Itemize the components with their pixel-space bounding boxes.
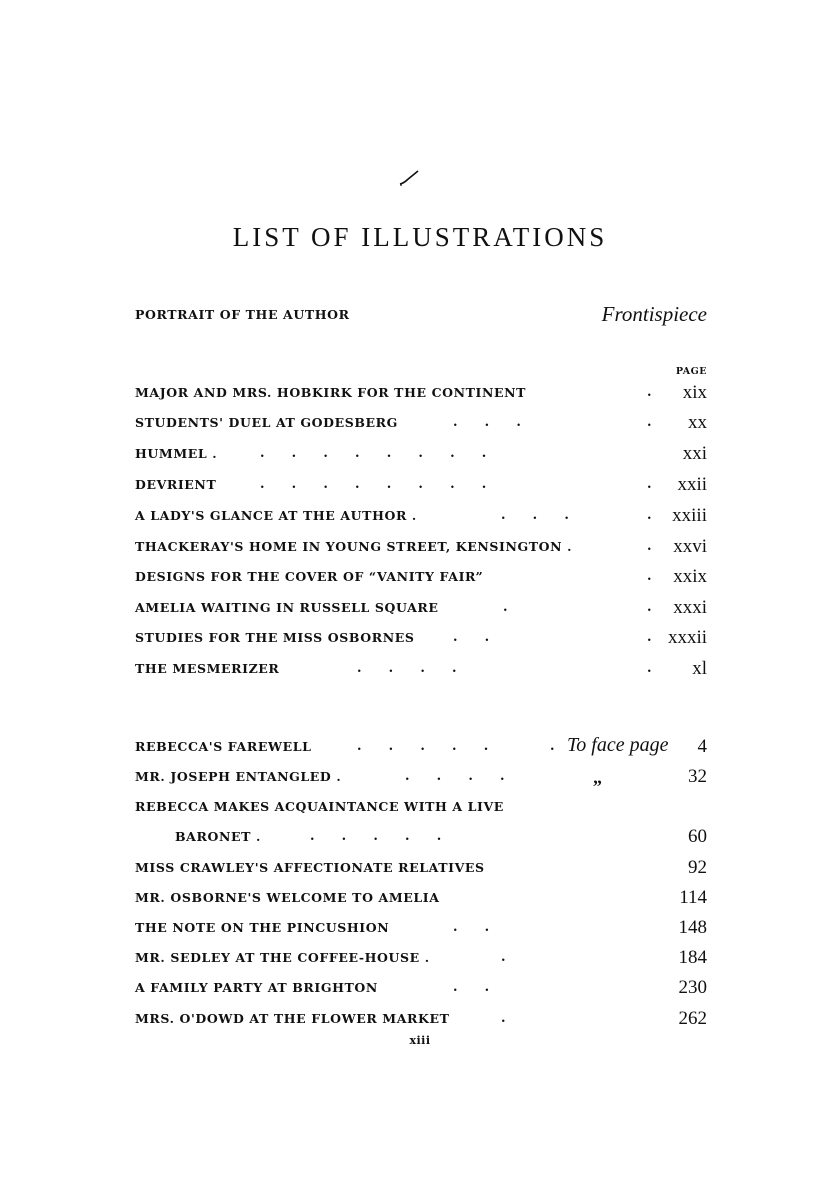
frontispiece-entry (135, 302, 707, 329)
page-column-heading: PAGE (675, 366, 707, 377)
entry-title: DESIGNS FOR THE COVER OF “VANITY FAIR” (135, 569, 484, 584)
leader-dot: . (647, 569, 652, 584)
leader-dot: . (550, 739, 555, 754)
page-folio: xiii (409, 1034, 431, 1047)
frontispiece-note: Frontispiece (601, 302, 707, 326)
leader-dots: . . . . . (310, 829, 442, 844)
entry-page: 92 (688, 857, 707, 878)
leader-dot: . (647, 415, 652, 430)
leader-dot: . (647, 477, 652, 492)
page-title: LIST OF ILLUSTRATIONS (232, 222, 608, 252)
entry-page: xxiii (672, 505, 707, 526)
list-item-continuation (135, 826, 707, 851)
entry-page: xxxii (667, 627, 707, 648)
list-item (135, 857, 707, 882)
entry-title: MR. JOSEPH ENTANGLED . (135, 769, 342, 784)
list-item (135, 917, 707, 942)
entry-page: xxi (682, 443, 707, 464)
entry-title: MR. SEDLEY AT THE COFFEE-HOUSE . (135, 950, 430, 965)
leader-dots: . . . (501, 508, 569, 523)
list-item (135, 658, 707, 683)
leader-dots: . . . . (357, 661, 457, 676)
entry-title: A LADY'S GLANCE AT THE AUTHOR . (135, 508, 417, 523)
leader-dots: . . . . . . . . (260, 477, 487, 492)
entry-page: 184 (678, 947, 707, 968)
entry-page: xx (688, 412, 707, 433)
entry-title: REBECCA MAKES ACQUAINTANCE WITH A LIVE (135, 799, 504, 814)
leader-dots: . . (453, 920, 490, 935)
leader-dot: . (647, 630, 652, 645)
entry-page: 262 (678, 1008, 707, 1029)
to-face-page-note: To face page (567, 734, 669, 756)
leader-dots: . (501, 1011, 506, 1026)
entry-title: THE NOTE ON THE PINCUSHION (135, 920, 390, 935)
leader-dots: . (503, 600, 508, 615)
entry-title: STUDENTS' DUEL AT GODESBERG (135, 415, 398, 430)
list-item (135, 766, 707, 791)
entry-page: 114 (679, 887, 707, 908)
leader-dots: . . . . . (357, 739, 489, 754)
entry-page: xl (692, 658, 707, 679)
entry-page: 148 (678, 917, 707, 938)
entry-page: 230 (678, 977, 707, 998)
leader-dots: . . . . (405, 769, 505, 784)
entry-title: HUMMEL . (135, 446, 218, 461)
entry-title: A FAMILY PARTY AT BRIGHTON (135, 980, 378, 995)
entry-title: STUDIES FOR THE MISS OSBORNES (135, 630, 415, 645)
list-item (135, 734, 707, 761)
leader-dots: . . (453, 980, 490, 995)
list-item (135, 947, 707, 972)
list-item (135, 799, 707, 821)
list-item (135, 977, 707, 1002)
entry-title: REBECCA'S FAREWELL (135, 739, 312, 754)
entry-page: 4 (697, 736, 707, 757)
entry-title: MR. OSBORNE'S WELCOME TO AMELIA (135, 890, 440, 905)
leader-dots: . (501, 950, 506, 965)
list-item (135, 505, 707, 530)
entry-title-continued: BARONET . (175, 829, 261, 844)
leader-dot: . (647, 508, 652, 523)
ditto-mark: „ (593, 767, 602, 787)
entry-title: MRS. O'DOWD AT THE FLOWER MARKET (135, 1011, 450, 1026)
list-item (135, 536, 707, 561)
list-item (135, 443, 707, 468)
list-item (135, 382, 707, 407)
leader-dot: . (647, 600, 652, 615)
list-item (135, 566, 707, 591)
entry-title: MAJOR AND MRS. HOBKIRK FOR THE CONTINENT (135, 385, 527, 400)
leader-dots: . . (453, 630, 490, 645)
entry-page: xxii (677, 474, 707, 495)
leader-dot: . (647, 661, 652, 676)
leader-dot: . (647, 385, 652, 400)
list-item (135, 597, 707, 622)
entry-page: xxvi (673, 536, 707, 557)
entry-title: MISS CRAWLEY'S AFFECTIONATE RELATIVES (135, 860, 485, 875)
leader-dots: . . . . . . . . (260, 446, 487, 461)
entry-title: AMELIA WAITING IN RUSSELL SQUARE (135, 600, 439, 615)
leader-dot: . (647, 539, 652, 554)
entry-page: xxxi (673, 597, 707, 618)
leader-dots: . . . (453, 415, 521, 430)
frontispiece-label: PORTRAIT OF THE AUTHOR (135, 307, 350, 322)
entry-page: xxix (673, 566, 707, 587)
entry-page: xix (682, 382, 707, 403)
entry-page: 32 (688, 766, 707, 787)
entry-page: 60 (688, 826, 707, 847)
entry-title: THACKERAY'S HOME IN YOUNG STREET, KENSINGTON . (135, 539, 573, 554)
list-item (135, 1008, 707, 1033)
entry-title: DEVRIENT (135, 477, 217, 492)
pen-flourish-mark (398, 170, 420, 188)
list-item (135, 887, 707, 912)
list-item (135, 627, 707, 652)
list-item (135, 412, 707, 437)
entry-title: THE MESMERIZER (135, 661, 280, 676)
list-item (135, 474, 707, 499)
